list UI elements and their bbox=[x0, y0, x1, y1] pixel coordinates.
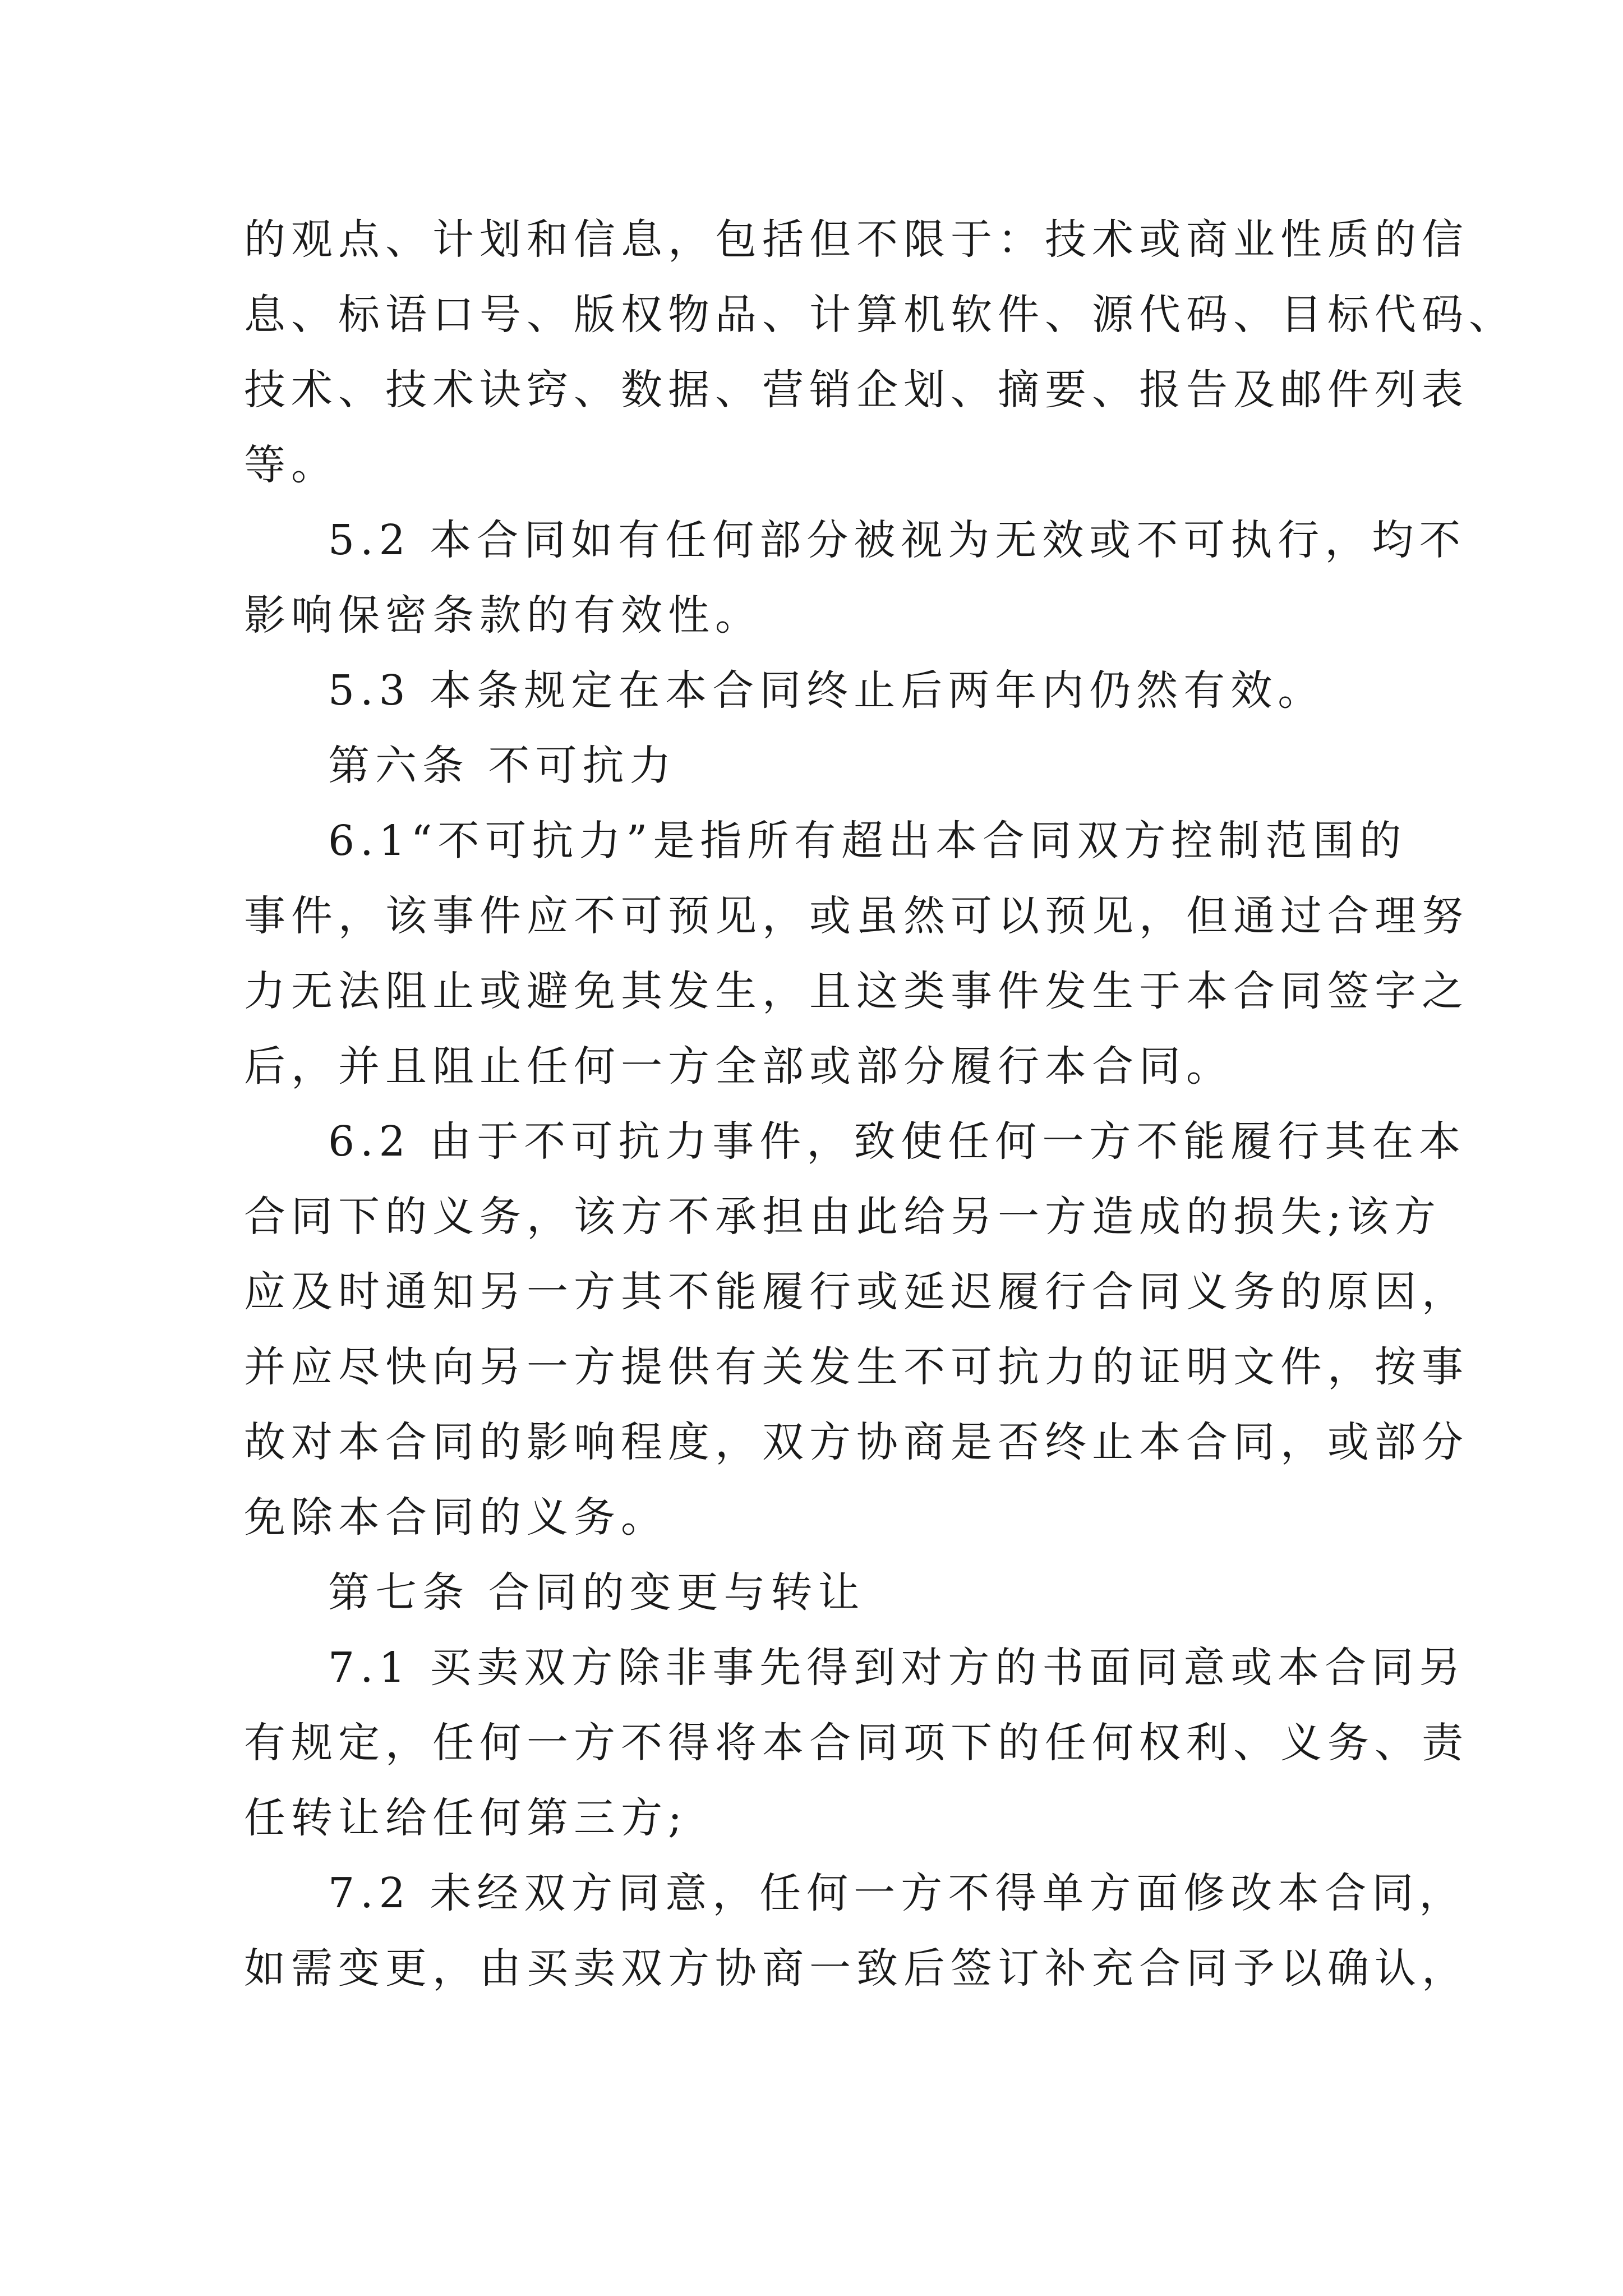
text-line: 的观点、计划和信息，包括但不限于：技术或商业性质的信 bbox=[244, 215, 1469, 264]
text-line: 第七条 合同的变更与转让 bbox=[328, 1568, 865, 1617]
text-line: 力无法阻止或避免其发生，且这类事件发生于本合同签字之 bbox=[244, 967, 1469, 1015]
text-line: 任转让给任何第三方; bbox=[244, 1794, 688, 1842]
text-line: 第六条 不可抗力 bbox=[328, 742, 677, 790]
text-line: 息、标语口号、版权物品、计算机软件、源代码、目标代码、 bbox=[244, 291, 1516, 339]
contract-text-body bbox=[244, 202, 1516, 2006]
text-line: 5.3 本条规定在本合同终止后两年内仍然有效。 bbox=[328, 666, 1325, 715]
text-line: 合同下的义务，该方不承担由此给另一方造成的损失;该方 bbox=[244, 1193, 1441, 1241]
text-line: 事件，该事件应不可预见，或虽然可以预见，但通过合理努 bbox=[244, 892, 1469, 940]
text-line: 7.2 未经双方同意，任何一方不得单方面修改本合同， bbox=[328, 1869, 1467, 1917]
text-line: 7.1 买卖双方除非事先得到对方的书面同意或本合同另 bbox=[328, 1644, 1467, 1692]
text-line: 技术、技术诀窍、数据、营销企划、摘要、报告及邮件列表 bbox=[244, 366, 1469, 414]
text-line: 有规定，任何一方不得将本合同项下的任何权利、义务、责 bbox=[244, 1719, 1469, 1767]
text-line: 免除本合同的义务。 bbox=[244, 1493, 668, 1542]
text-line: 影响保密条款的有效性。 bbox=[244, 591, 762, 639]
text-line: 6.2 由于不可抗力事件，致使任何一方不能履行其在本 bbox=[328, 1117, 1467, 1166]
text-line: 应及时通知另一方其不能履行或延迟履行合同义务的原因， bbox=[244, 1268, 1469, 1316]
text-line: 故对本合同的影响程度，双方协商是否终止本合同，或部分 bbox=[244, 1418, 1469, 1466]
text-line: 如需变更，由买卖双方协商一致后签订补充合同予以确认， bbox=[244, 1944, 1469, 1993]
text-line: 等。 bbox=[244, 441, 338, 489]
text-line: 后，并且阻止任何一方全部或部分履行本合同。 bbox=[244, 1042, 1233, 1091]
text-line: 5.2 本合同如有任何部分被视为无效或不可执行，均不 bbox=[328, 516, 1467, 564]
text-line: 并应尽快向另一方提供有关发生不可抗力的证明文件，按事 bbox=[244, 1343, 1469, 1391]
text-line: 6.1“不可抗力”是指所有超出本合同双方控制范围的 bbox=[328, 817, 1407, 865]
